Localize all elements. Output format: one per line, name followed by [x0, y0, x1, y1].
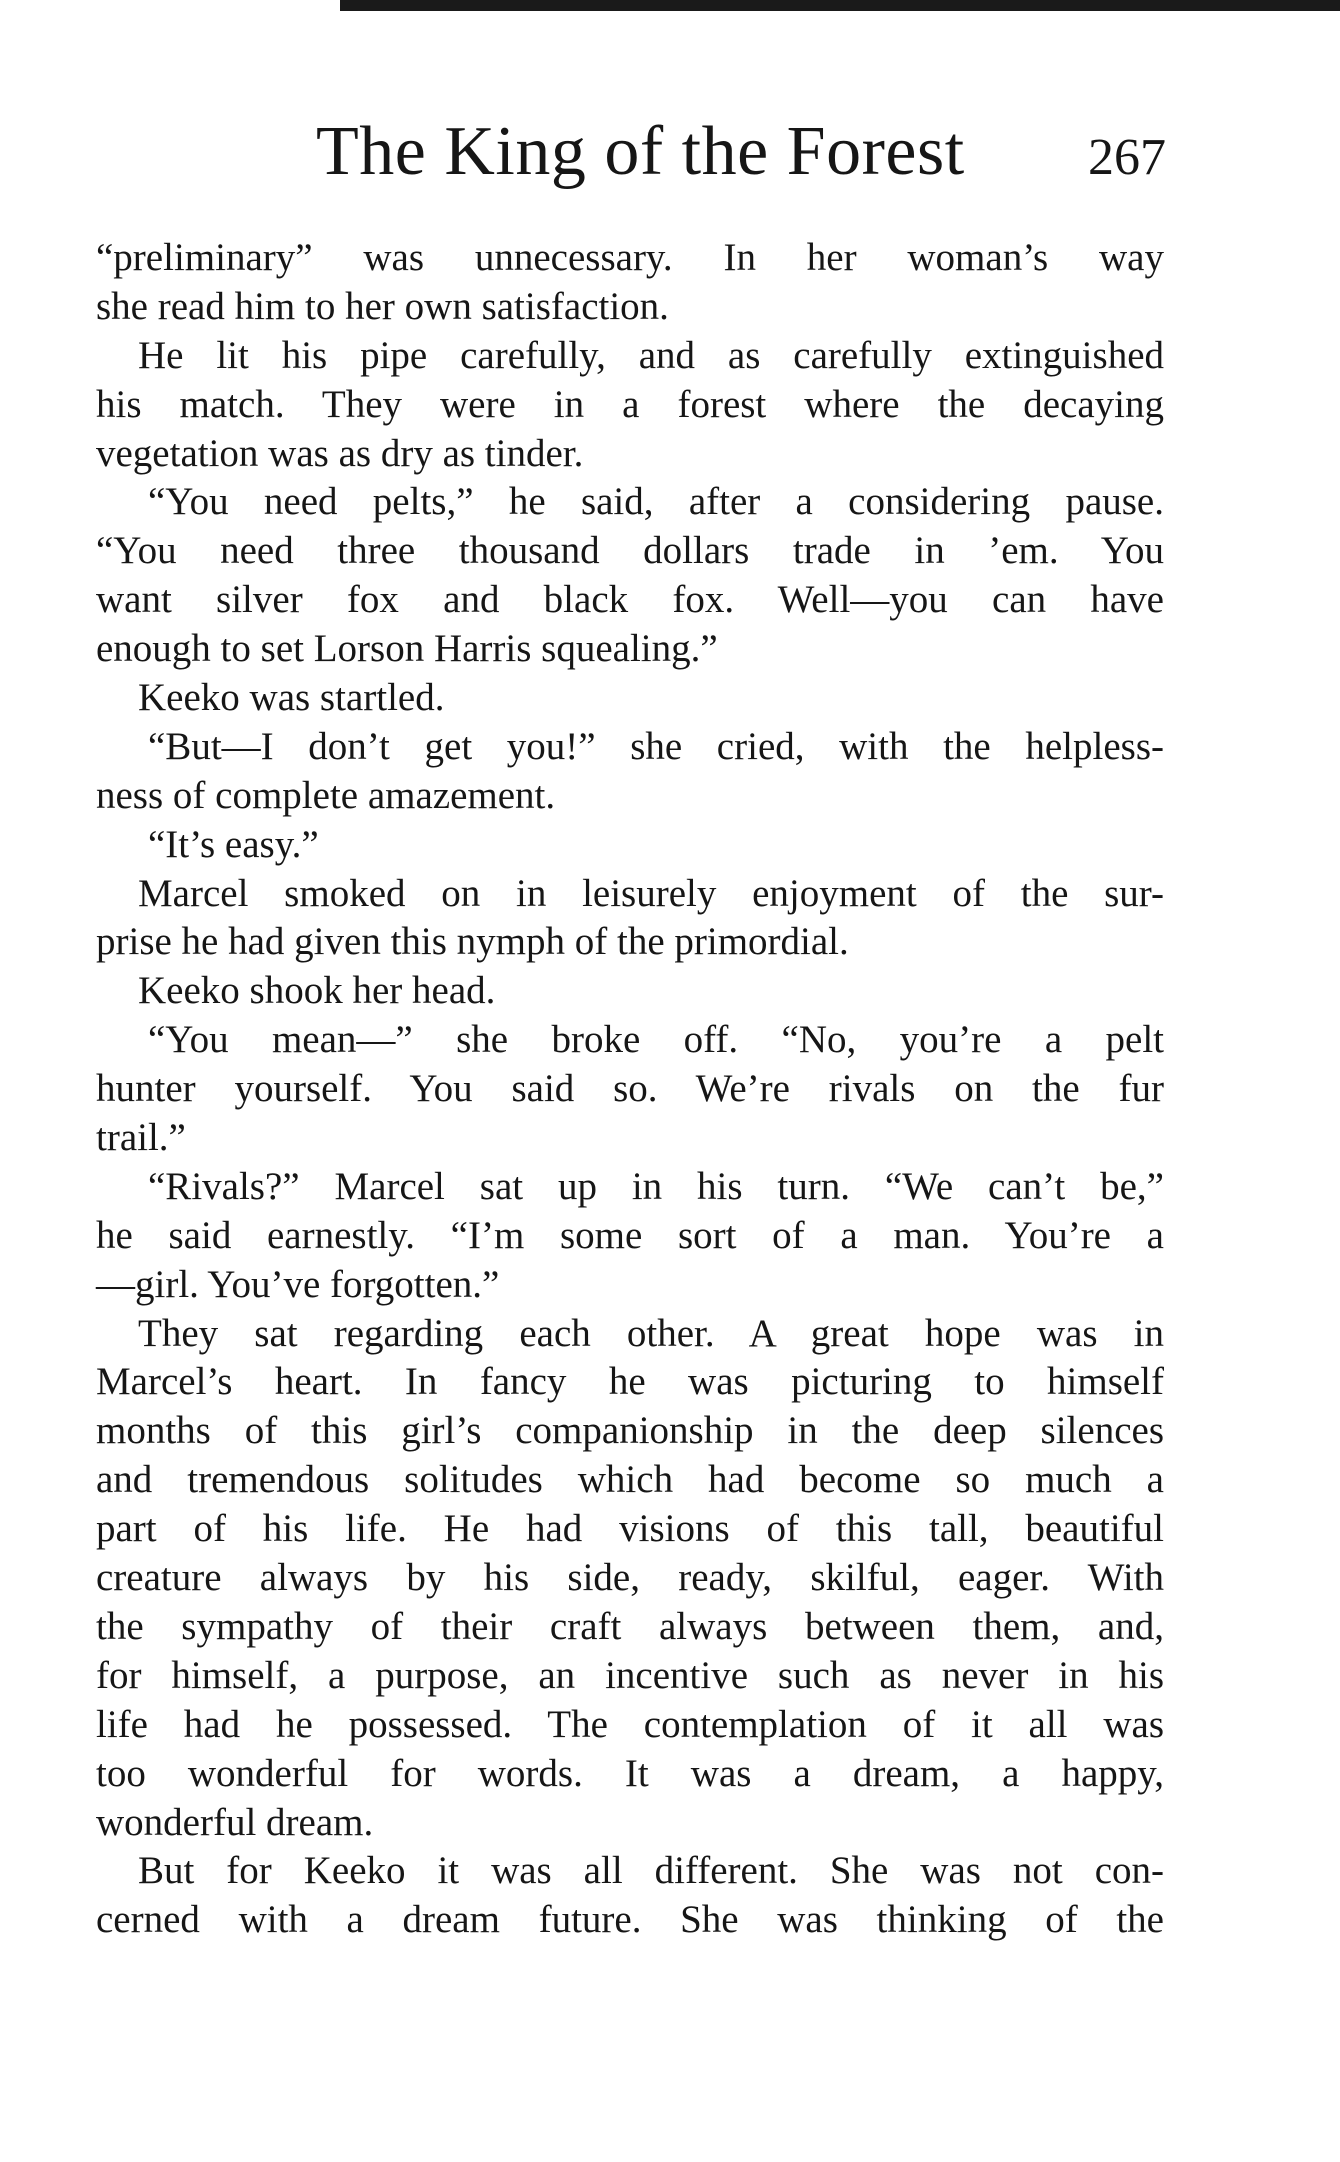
text-line: life had he possessed. The contemplation of it all was [96, 1702, 1164, 1746]
text-line: “But—I don’t get you!” she cried, with the helpless- [148, 724, 1164, 768]
text-line: Marcel’s heart. In fancy he was picturing to himself [96, 1360, 1164, 1404]
text-line: “You need three thousand dollars trade in ’em. You [96, 529, 1164, 573]
page-header [0, 112, 1340, 192]
text-line: want silver fox and black fox. Well—you can have [96, 578, 1164, 622]
text-line: hunter yourself. You said so. We’re rivals on the fur [96, 1067, 1164, 1111]
text-line: “preliminary” was unnecessary. In her woman’s way [96, 236, 1164, 279]
text-line: wonderful dream. [96, 1800, 374, 1844]
text-line: prise he had given this nymph of the primordial. [96, 920, 849, 964]
running-title: The King of the Forest [316, 113, 965, 190]
text-line: cerned with a dream future. She was thinking of the [96, 1898, 1164, 1942]
text-line: ness of complete amazement. [96, 773, 556, 817]
text-line: “You need pelts,” he said, after a considering pause. [148, 480, 1164, 524]
text-line: the sympathy of their craft always between them, and, [96, 1604, 1164, 1648]
text-line: he said earnestly. “I’m some sort of a man. You’re a [96, 1213, 1164, 1257]
text-line: “Rivals?” Marcel sat up in his turn. “We can’t be,” [148, 1164, 1164, 1208]
text-line: months of this girl’s companionship in the deep silences [96, 1409, 1164, 1453]
text-line: They sat regarding each other. A great hope was in [138, 1311, 1164, 1355]
text-line: and tremendous solitudes which had become so much a [96, 1458, 1164, 1502]
text-line: —girl. You’ve forgotten.” [96, 1262, 500, 1306]
text-line: enough to set Lorson Harris squealing.” [96, 627, 718, 671]
text-line: Keeko was startled. [138, 676, 445, 720]
text-line: “It’s easy.” [148, 822, 319, 866]
text-line: He lit his pipe carefully, and as carefully extinguished [138, 333, 1164, 377]
text-line: part of his life. He had visions of this tall, beautiful [96, 1507, 1164, 1551]
text-line: creature always by his side, ready, skilful, eager. With [96, 1556, 1164, 1600]
text-line: Keeko shook her head. [138, 969, 496, 1013]
text-line: his match. They were in a forest where the decaying [96, 382, 1164, 426]
top-rule [340, 0, 1340, 11]
body-text [96, 234, 1164, 1945]
text-line: But for Keeko it was all different. She was not con- [138, 1849, 1164, 1893]
text-line: she read him to her own satisfaction. [96, 284, 669, 328]
text-line: trail.” [96, 1116, 186, 1160]
text-line: “You mean—” she broke off. “No, you’re a pelt [148, 1018, 1164, 1062]
text-line: for himself, a purpose, an incentive such as never in his [96, 1653, 1164, 1697]
text-line: too wonderful for words. It was a dream, a happy, [96, 1751, 1164, 1795]
page-number: 267 [1088, 129, 1166, 186]
text-line: Marcel smoked on in leisurely enjoyment of the sur- [138, 871, 1164, 915]
text-line: vegetation was as dry as tinder. [96, 431, 584, 475]
